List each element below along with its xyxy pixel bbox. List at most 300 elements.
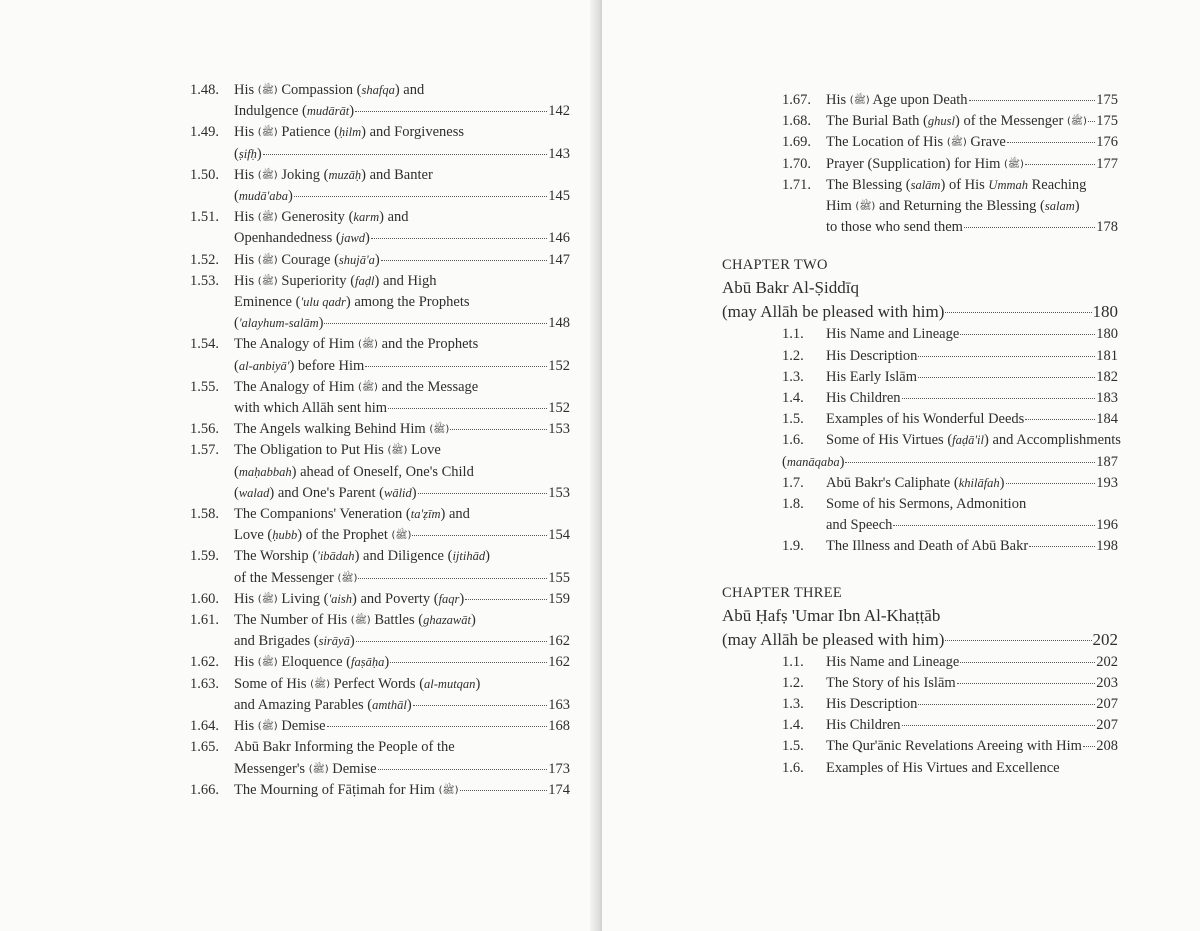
entry-title: Prayer (Supplication) for Him (ﷺ) (826, 155, 1024, 172)
dot-leader (460, 789, 548, 791)
entry-title: The Illness and Death of Abū Bakr (826, 538, 1029, 555)
toc-entry[interactable] (190, 674, 570, 716)
chapter-title[interactable]: Abū Bakr Al-Ṣiddīq (722, 278, 859, 298)
salutation-icon: (ﷺ) (257, 593, 278, 605)
page-number: 181 (1096, 347, 1118, 364)
entry-line (826, 515, 1118, 536)
entry-body (826, 736, 1118, 757)
toc-entry[interactable] (722, 494, 1118, 536)
entry-line (826, 536, 1118, 557)
entry-title: (ṣifḥ) (234, 145, 262, 162)
entry-number: 1.67. (782, 92, 811, 108)
salutation-icon: (ﷺ) (257, 169, 278, 181)
page-number: 147 (548, 251, 570, 268)
entry-number: 1.57. (190, 442, 219, 459)
dot-leader (378, 768, 548, 770)
page-number: 182 (1096, 368, 1118, 385)
toc-entry[interactable] (722, 673, 1118, 694)
salutation-icon: (ﷺ) (337, 572, 358, 584)
page-number: 159 (548, 590, 570, 607)
entry-number: 1.59. (190, 548, 219, 565)
entry-title: The Analogy of Him (ﷺ) and the Prophets (234, 336, 479, 353)
entry-title: Him (ﷺ) and Returning the Blessing (salam) (826, 198, 1080, 215)
dot-leader (327, 725, 548, 727)
toc-entry[interactable] (190, 610, 570, 652)
entry-line (234, 144, 570, 165)
page-number: 174 (548, 781, 570, 798)
page-number: 148 (548, 315, 570, 332)
entry-line (826, 736, 1118, 757)
entry-number: 1.5. (782, 411, 804, 428)
page-number: 198 (1096, 538, 1118, 555)
entry-line (826, 132, 1118, 153)
entry-line (234, 759, 570, 780)
entry-line (234, 610, 570, 631)
toc-entry[interactable] (190, 504, 570, 546)
salutation-icon: (ﷺ) (1004, 158, 1024, 170)
dot-leader (390, 661, 547, 663)
entry-number: 1.49. (190, 124, 219, 141)
salutation-icon: (ﷺ) (257, 212, 278, 224)
dot-leader (918, 355, 1095, 357)
toc-entry[interactable] (722, 694, 1118, 715)
entry-title: The Blessing (salām) of His Ummah Reaching (826, 176, 1087, 193)
entry-line (234, 186, 570, 207)
dot-leader (465, 598, 547, 600)
toc-entry[interactable] (722, 324, 1118, 345)
dot-leader (418, 492, 548, 494)
entry-line (234, 271, 570, 292)
entry-title: Some of His (ﷺ) Perfect Words (al-mutqan) (234, 675, 481, 692)
dot-leader (960, 333, 1095, 335)
entry-title: Some of his Sermons, Admonition (826, 496, 1027, 513)
entry-number: 1.58. (190, 506, 219, 523)
page-number: 162 (548, 633, 570, 650)
entry-body (234, 334, 570, 376)
entry-body (826, 536, 1118, 557)
entry-number: 1.1. (782, 326, 804, 343)
entry-body (826, 409, 1118, 430)
entry-body (234, 674, 570, 716)
entry-body (826, 694, 1118, 715)
toc-entry[interactable] (722, 388, 1118, 409)
entry-line (234, 631, 570, 652)
entry-line (234, 568, 570, 589)
salutation-icon: (ﷺ) (310, 678, 331, 690)
entry-title: Eminence ('ulu qadr) among the Prophets (234, 294, 470, 311)
dot-leader (845, 461, 1095, 463)
toc-entry[interactable] (722, 111, 1118, 132)
entry-line (234, 525, 570, 546)
toc-entry[interactable] (190, 80, 570, 122)
chapter-subtitle: (may Allāh be pleased with him) (722, 302, 945, 322)
entry-number: 1.4. (782, 717, 804, 734)
toc-entry[interactable] (190, 589, 570, 610)
entry-title: Indulgence (mudārāt) (234, 103, 355, 120)
entry-number: 1.1. (782, 653, 804, 670)
entry-line (234, 589, 570, 610)
entry-line (782, 452, 1118, 473)
left-toc (190, 80, 570, 801)
entry-title: Openhandedness (jawd) (234, 230, 370, 247)
entry-number: 1.48. (190, 82, 219, 98)
page-number: 207 (1096, 696, 1118, 713)
toc-entry[interactable] (190, 737, 570, 779)
entry-line (826, 388, 1118, 409)
entry-title: (al-anbiyā') before Him (234, 357, 365, 374)
entry-line (826, 367, 1118, 388)
salutation-icon: (ﷺ) (1066, 116, 1087, 128)
chapter-subtitle: (may Allāh be pleased with him) (722, 629, 945, 649)
entry-number: 1.3. (782, 696, 804, 713)
salutation-icon: (ﷺ) (257, 721, 278, 733)
salutation-icon: (ﷺ) (350, 615, 371, 627)
toc-entry[interactable] (722, 473, 1118, 494)
entry-body (234, 716, 570, 737)
toc-entry[interactable] (722, 715, 1118, 736)
entry-title: Love (ḥubb) of the Prophet (ﷺ) (234, 527, 412, 544)
entry-body (234, 377, 570, 419)
dot-leader (1006, 482, 1096, 484)
entry-line (826, 175, 1118, 196)
entry-line (234, 207, 570, 228)
entry-line (826, 494, 1118, 515)
toc-entry[interactable] (722, 90, 1118, 111)
chapter-section (722, 582, 1118, 779)
dot-leader (918, 703, 1095, 705)
entry-body (826, 154, 1118, 175)
entry-title: His (ﷺ) Joking (muzāḥ) and Banter (234, 166, 433, 183)
right-top-entries (722, 90, 1118, 238)
entry-title: His (ﷺ) Demise (234, 718, 326, 735)
entry-title: (mudā'aba) (234, 188, 293, 205)
page-number: 193 (1096, 474, 1118, 491)
entry-title: His (ﷺ) Age upon Death (826, 92, 968, 108)
entry-title: His (ﷺ) Generosity (karm) and (234, 209, 409, 226)
entry-title: His (ﷺ) Living ('aish) and Poverty (faqr) (234, 590, 465, 607)
salutation-icon: (ﷺ) (946, 137, 967, 149)
entry-title: The Mourning of Fāṭimah for Him (ﷺ) (234, 781, 459, 798)
entry-body (826, 346, 1118, 367)
toc-entry[interactable] (722, 409, 1118, 430)
dot-leader (263, 153, 548, 155)
dot-leader (412, 534, 547, 536)
dot-leader (1007, 141, 1095, 143)
entry-body (826, 175, 1118, 239)
salutation-icon: (ﷺ) (257, 657, 278, 669)
dot-leader (355, 110, 547, 112)
entry-number: 1.52. (190, 251, 219, 268)
dot-leader (902, 724, 1096, 726)
entry-line (826, 430, 1121, 451)
dot-leader (388, 407, 547, 409)
dot-leader (945, 639, 1091, 641)
entry-number: 1.63. (190, 675, 219, 692)
toc-entry[interactable] (190, 546, 570, 588)
salutation-icon: (ﷺ) (257, 254, 278, 266)
entry-number: 1.6. (782, 432, 804, 449)
entry-body (234, 504, 570, 546)
entry-line (234, 165, 570, 186)
entry-line (234, 377, 570, 398)
entry-number: 1.7. (782, 474, 804, 491)
toc-entry[interactable] (190, 377, 570, 419)
salutation-icon: (ﷺ) (438, 784, 459, 796)
page-number: 154 (548, 527, 570, 544)
entry-line (234, 504, 570, 525)
page-number: 152 (548, 357, 570, 374)
entry-body (234, 419, 570, 440)
entry-line (234, 737, 570, 758)
entry-body (234, 546, 570, 588)
entry-title: of the Messenger (ﷺ) (234, 569, 358, 586)
dot-leader (365, 365, 547, 367)
entry-line (234, 780, 570, 801)
entry-line (826, 217, 1118, 238)
entry-title: and Brigades (sirāyā) (234, 633, 355, 650)
page-number: 202 (1096, 653, 1118, 670)
page-number: 153 (548, 421, 570, 438)
entry-body (234, 589, 570, 610)
entry-line (234, 483, 570, 504)
entry-number: 1.2. (782, 674, 804, 691)
dot-leader (945, 311, 1091, 313)
page-number: 175 (1096, 92, 1118, 108)
salutation-icon: (ﷺ) (855, 201, 876, 213)
entry-number: 1.66. (190, 781, 219, 798)
page-number: 180 (1096, 326, 1118, 343)
toc-entry[interactable] (190, 716, 570, 737)
entry-line (234, 440, 570, 461)
toc-entry[interactable] (190, 652, 570, 673)
entry-number: 1.53. (190, 272, 219, 289)
entry-number: 1.61. (190, 612, 219, 629)
entry-title: and Speech (826, 517, 893, 534)
entry-line (234, 652, 570, 673)
entry-line (826, 90, 1118, 111)
page-number: 203 (1096, 674, 1118, 691)
toc-entry[interactable] (722, 132, 1118, 153)
chapter-label: CHAPTER TWO (722, 257, 828, 274)
chapter-subtitle-line[interactable] (722, 300, 1118, 324)
dot-leader (960, 661, 1095, 663)
entry-line (826, 473, 1118, 494)
entry-line (234, 674, 570, 695)
entry-title: (maḥabbah) ahead of Oneself, One's Child (234, 463, 474, 480)
entry-body (234, 780, 570, 801)
toc-entry[interactable] (722, 430, 1121, 472)
toc-entry[interactable] (190, 207, 570, 249)
entry-title: (walad) and One's Parent (wālid) (234, 484, 417, 501)
entry-line (826, 758, 1118, 779)
salutation-icon: (ﷺ) (429, 424, 450, 436)
entry-title: with which Allāh sent him (234, 400, 388, 417)
entry-title: to those who send them (826, 219, 963, 236)
page-number: 176 (1096, 134, 1118, 151)
page-number: 145 (548, 188, 570, 205)
salutation-icon: (ﷺ) (257, 275, 278, 287)
entry-number: 1.8. (782, 496, 804, 513)
salutation-icon: (ﷺ) (849, 95, 870, 106)
entry-number: 1.64. (190, 718, 219, 735)
entry-title: Abū Bakr's Caliphate (khilāfah) (826, 474, 1005, 491)
dot-leader (413, 704, 548, 706)
page-number: 152 (548, 400, 570, 417)
page-number: 168 (548, 718, 570, 735)
entry-line (234, 356, 570, 377)
page-number: 196 (1096, 517, 1118, 534)
page-number: 207 (1096, 717, 1118, 734)
page-number: 183 (1096, 390, 1118, 407)
entry-number: 1.55. (190, 378, 219, 395)
entry-body (234, 271, 570, 335)
entry-title: Examples of his Wonderful Deeds (826, 411, 1025, 428)
page-number: 143 (548, 145, 570, 162)
entry-number: 1.68. (782, 113, 811, 130)
page-number: 178 (1096, 219, 1118, 236)
entry-title: The Obligation to Put His (ﷺ) Love (234, 442, 441, 459)
toc-entry[interactable] (190, 440, 570, 504)
dot-leader (371, 237, 547, 239)
entry-number: 1.4. (782, 390, 804, 407)
salutation-icon: (ﷺ) (257, 85, 278, 96)
chapter-title[interactable]: Abū Ḥafṣ 'Umar Ibn Al-Khaṭṭāb (722, 605, 941, 625)
toc-entry[interactable] (190, 271, 570, 335)
page-number: 146 (548, 230, 570, 247)
entry-line (826, 715, 1118, 736)
toc-entry[interactable] (190, 122, 570, 164)
entry-title: The Angels walking Behind Him (ﷺ) (234, 421, 450, 438)
toc-entry[interactable] (722, 758, 1118, 779)
toc-entry[interactable] (722, 175, 1118, 239)
entry-number: 1.65. (190, 739, 219, 756)
toc-entry[interactable] (722, 154, 1118, 175)
entry-title: His (ﷺ) Superiority (faḍl) and High (234, 272, 437, 289)
toc-entry[interactable] (722, 652, 1118, 673)
entry-line (234, 334, 570, 355)
entry-title: His Name and Lineage (826, 653, 960, 670)
entry-title: His Description (826, 347, 918, 364)
entry-line (234, 228, 570, 249)
entry-body (234, 207, 570, 249)
dot-leader (356, 640, 548, 642)
salutation-icon: (ﷺ) (358, 381, 378, 393)
entry-line (826, 694, 1118, 715)
entry-line (826, 409, 1118, 430)
dot-leader (1025, 418, 1095, 420)
entry-line (234, 695, 570, 716)
toc-entry[interactable] (190, 250, 570, 271)
dot-leader (902, 397, 1096, 399)
page-number: 184 (1096, 411, 1118, 428)
dot-leader (1083, 745, 1095, 747)
entry-body (826, 494, 1118, 536)
toc-entry[interactable] (722, 346, 1118, 367)
entry-number: 1.56. (190, 421, 219, 438)
entry-title: ('alayhum-salām) (234, 315, 324, 332)
entry-body (826, 715, 1118, 736)
entry-body (234, 652, 570, 673)
page-number: 173 (548, 760, 570, 777)
toc-entry[interactable] (722, 536, 1118, 557)
entry-body (826, 367, 1118, 388)
entry-number: 1.70. (782, 155, 811, 172)
chapter-label: CHAPTER THREE (722, 584, 843, 601)
dot-leader (957, 682, 1096, 684)
entry-body (234, 737, 570, 779)
entry-title: His Description (826, 696, 918, 713)
entry-number: 1.50. (190, 166, 219, 183)
entry-line (234, 101, 570, 122)
toc-entry[interactable] (190, 780, 570, 801)
entry-line (826, 346, 1118, 367)
entry-title: The Worship ('ibādah) and Diligence (ijtihād) (234, 548, 490, 565)
dot-leader (893, 524, 1095, 526)
chapter-section (722, 254, 1121, 557)
entry-title: (manāqaba) (782, 453, 845, 470)
entry-number: 1.6. (782, 759, 804, 776)
right-toc (722, 90, 1121, 779)
page-number: 180 (1092, 302, 1118, 322)
toc-entry[interactable] (190, 419, 570, 440)
entry-title: His (ﷺ) Patience (ḥilm) and Forgiveness (234, 124, 464, 141)
dot-leader (918, 376, 1095, 378)
entry-line (234, 462, 570, 483)
dot-leader (358, 577, 547, 579)
dot-leader (381, 259, 547, 261)
entry-line (234, 398, 570, 419)
entry-line (234, 546, 570, 567)
entry-body (234, 610, 570, 652)
page-number: 202 (1092, 629, 1118, 649)
page-number: 155 (548, 569, 570, 586)
entry-body (234, 250, 570, 271)
entry-line (234, 80, 570, 101)
entry-number: 1.9. (782, 538, 804, 555)
dot-leader (969, 99, 1096, 101)
salutation-icon: (ﷺ) (308, 763, 329, 775)
toc-entry[interactable] (190, 334, 570, 376)
page-number: 162 (548, 654, 570, 671)
entry-body (234, 80, 570, 122)
entry-line (826, 111, 1118, 132)
dot-leader (450, 428, 547, 430)
page-number: 187 (1096, 453, 1118, 470)
chapter-subtitle-line[interactable] (722, 628, 1118, 652)
page-number: 153 (548, 484, 570, 501)
entry-body (826, 132, 1118, 153)
toc-entry[interactable] (722, 367, 1118, 388)
dot-leader (964, 226, 1095, 228)
toc-entry[interactable] (722, 736, 1118, 757)
entry-line (234, 292, 570, 313)
entry-title: Messenger's (ﷺ) Demise (234, 760, 377, 777)
entry-line (234, 419, 570, 440)
dot-leader (294, 195, 547, 197)
entry-line (234, 122, 570, 143)
left-page (0, 0, 598, 931)
entry-body (234, 122, 570, 164)
entry-title: His Children (826, 390, 901, 407)
entry-line (826, 673, 1118, 694)
entry-body (826, 673, 1118, 694)
entry-line (826, 652, 1118, 673)
entry-body (826, 652, 1118, 673)
right-page (602, 0, 1200, 931)
toc-entry[interactable] (190, 165, 570, 207)
entry-number: 1.54. (190, 336, 219, 353)
entry-line (826, 154, 1118, 175)
